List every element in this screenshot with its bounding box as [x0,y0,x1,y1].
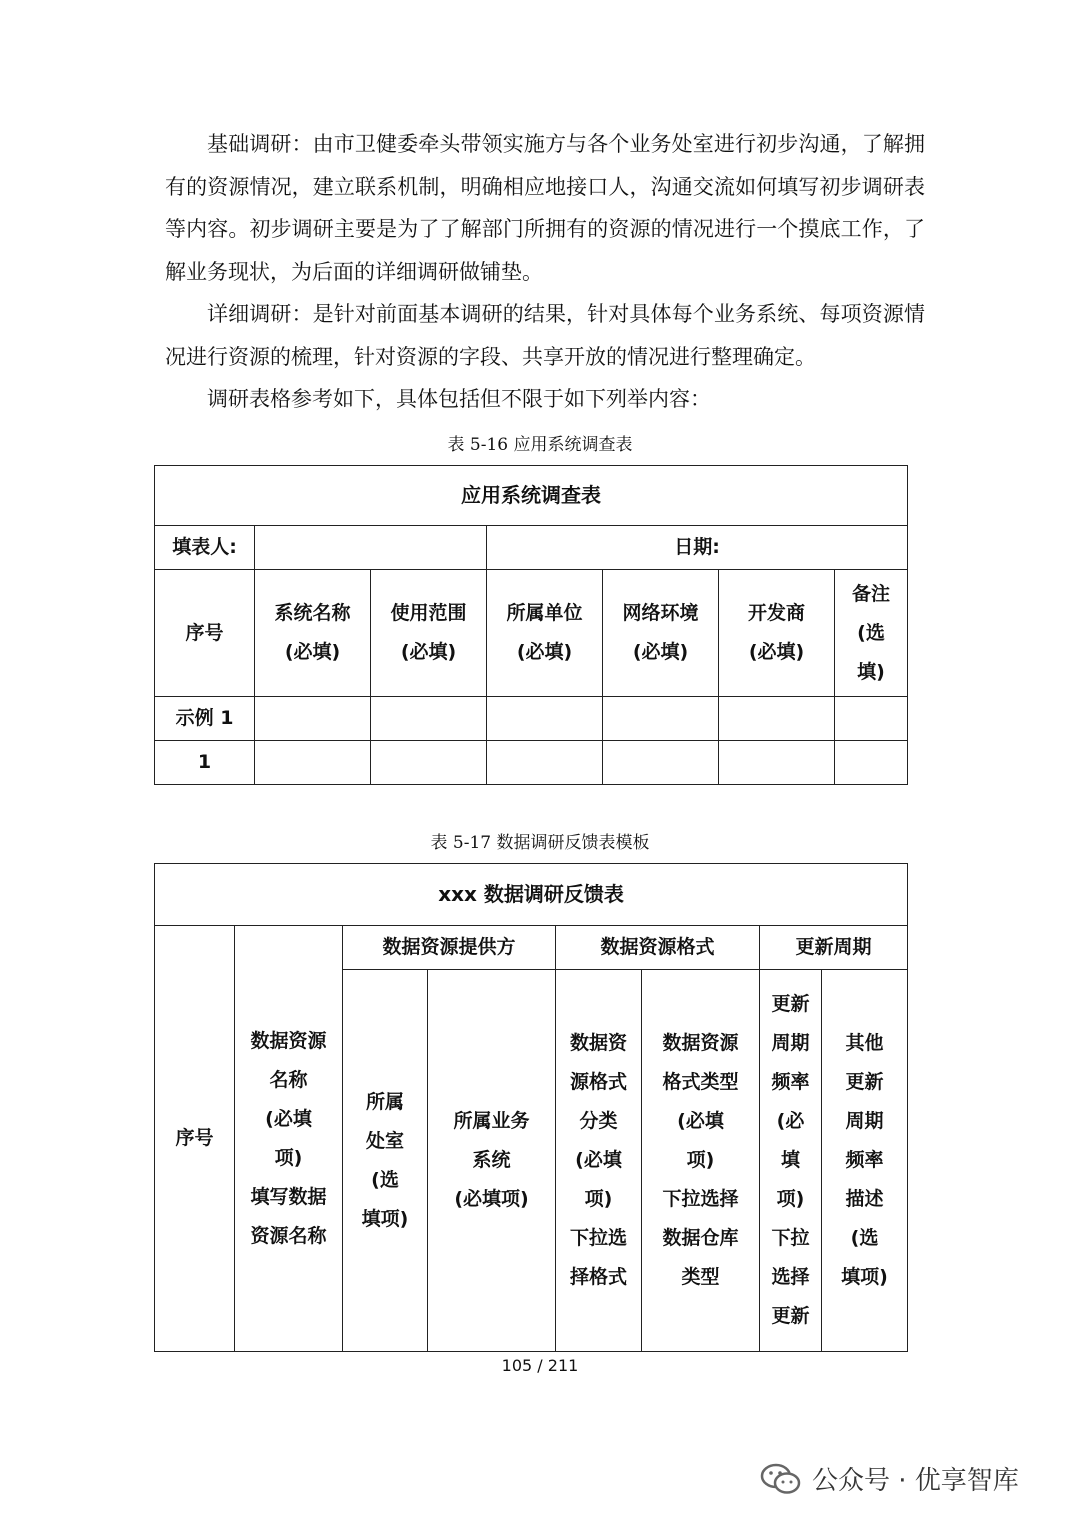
watermark [760,1460,1019,1497]
filler-value-cell [255,526,487,570]
group-format: 数据资源格式 [556,926,760,970]
table2-caption: 表 5-17 数据调研反馈表模板 [430,833,650,853]
row-seq: 1 [155,741,255,785]
table1-caption: 表 5-16 应用系统调查表 [447,435,633,455]
header-cycle-frequency: 更新 周期 频率 (必 填 项) 下拉 选择 更新 [760,970,822,1352]
date-label: 日期: [487,526,908,570]
header-seq: 序号 [155,926,235,1352]
header-developer: 开发商 (必填) [719,570,835,697]
header-unit: 所属单位 (必填) [487,570,603,697]
watermark-text: 公众号 · 优享智库 [812,1466,1019,1496]
data-research-feedback-table [154,863,908,1352]
header-resource-name: 数据资源 名称 (必填 项) 填写数据 资源名称 [235,926,343,1352]
header-remark: 备注 (选 填) [835,570,908,697]
header-office: 所属 处室 (选 填项) [343,970,428,1352]
wechat-icon [760,1462,802,1496]
paragraph-basic-research: 基础调研：由市卫健委牵头带领实施方与各个业务处室进行初步沟通，了解拥有的资源情况，建立联系机制，明确相应地接口人，沟通交流如何填写初步调研表等内容。初步调研主要是为了了解部门所拥有的资源的情况进行一个摸底工作，了解业务现状，为后面的详细调研做铺垫。 [165,132,925,284]
header-network: 网络环境 (必填) [603,570,719,697]
group-provider: 数据资源提供方 [343,926,556,970]
paragraph-table-intro: 调研表格参考如下，具体包括但不限于如下列举内容： [207,387,711,411]
header-system-name: 系统名称 (必填) [255,570,371,697]
application-system-survey-table [154,465,908,785]
table-row [155,697,908,741]
filler-label: 填表人: [155,526,255,570]
header-other-cycle: 其他 更新 周期 频率 描述 (选 填项) [822,970,908,1352]
table1-title: 应用系统调查表 [155,466,908,526]
group-update-cycle: 更新周期 [760,926,908,970]
page-number: 105 / 211 [501,1356,579,1375]
header-seq: 序号 [155,570,255,697]
table-row [155,741,908,785]
header-business-system: 所属业务 系统 (必填项) [428,970,556,1352]
header-format-type: 数据资源 格式类型 (必填 项) 下拉选择 数据仓库 类型 [642,970,760,1352]
table2-title: xxx 数据调研反馈表 [155,864,908,926]
paragraph-detailed-research: 详细调研：是针对前面基本调研的结果，针对具体每个业务系统、每项资源情况进行资源的梳理，针对资源的字段、共享开放的情况进行整理确定。 [165,302,925,369]
row-seq: 示例 1 [155,697,255,741]
header-format-class: 数据资 源格式 分类 (必填 项) 下拉选 择格式 [556,970,642,1352]
header-usage-scope: 使用范围 (必填) [371,570,487,697]
